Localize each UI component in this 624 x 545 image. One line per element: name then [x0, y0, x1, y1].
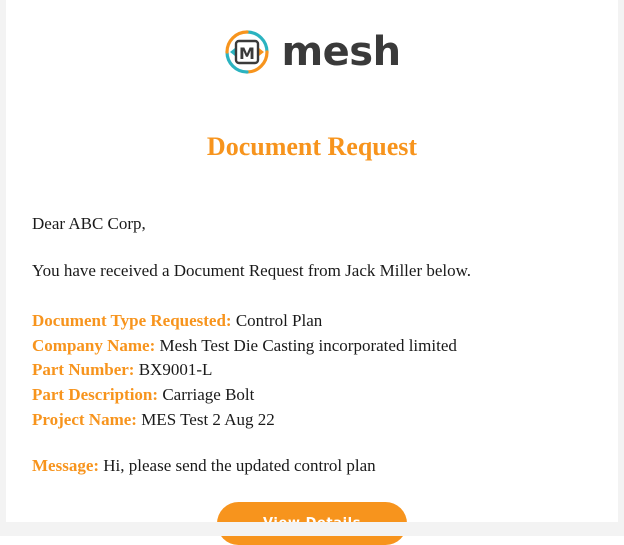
email-content — [6, 0, 618, 545]
request-details — [32, 309, 592, 432]
detail-row — [32, 358, 592, 383]
detail-row — [32, 383, 592, 408]
detail-row — [32, 408, 592, 433]
page-title: Document Request — [206, 132, 418, 161]
detail-label: Document Type Requested: — [32, 311, 232, 330]
footer-strip — [6, 522, 618, 536]
detail-label: Company Name: — [32, 335, 156, 355]
message-row — [32, 456, 592, 476]
intro-text: You have received a Document Request from Jack Miller below. — [32, 261, 472, 280]
message-label: Message: — [32, 456, 100, 476]
detail-value: Control Plan — [235, 311, 323, 330]
greeting-text: Dear ABC Corp, — [32, 214, 146, 233]
detail-label: Project Name: — [32, 409, 137, 429]
svg-text:M: M — [239, 44, 256, 63]
detail-value: Carriage Bolt — [162, 384, 255, 404]
detail-row — [32, 309, 592, 334]
detail-label: Part Description: — [32, 384, 159, 404]
detail-value: Mesh Test Die Casting incorporated limited — [159, 335, 457, 355]
mesh-circular-logo-icon — [223, 28, 271, 76]
brand-wordmark: mesh — [281, 29, 401, 75]
detail-label: Part Number: — [32, 360, 135, 380]
detail-row — [32, 334, 592, 359]
message-value: Hi, please send the updated control plan — [103, 456, 376, 476]
brand-logo — [32, 0, 592, 80]
detail-value: BX9001-L — [138, 360, 213, 380]
detail-value: MES Test 2 Aug 22 — [141, 409, 275, 429]
